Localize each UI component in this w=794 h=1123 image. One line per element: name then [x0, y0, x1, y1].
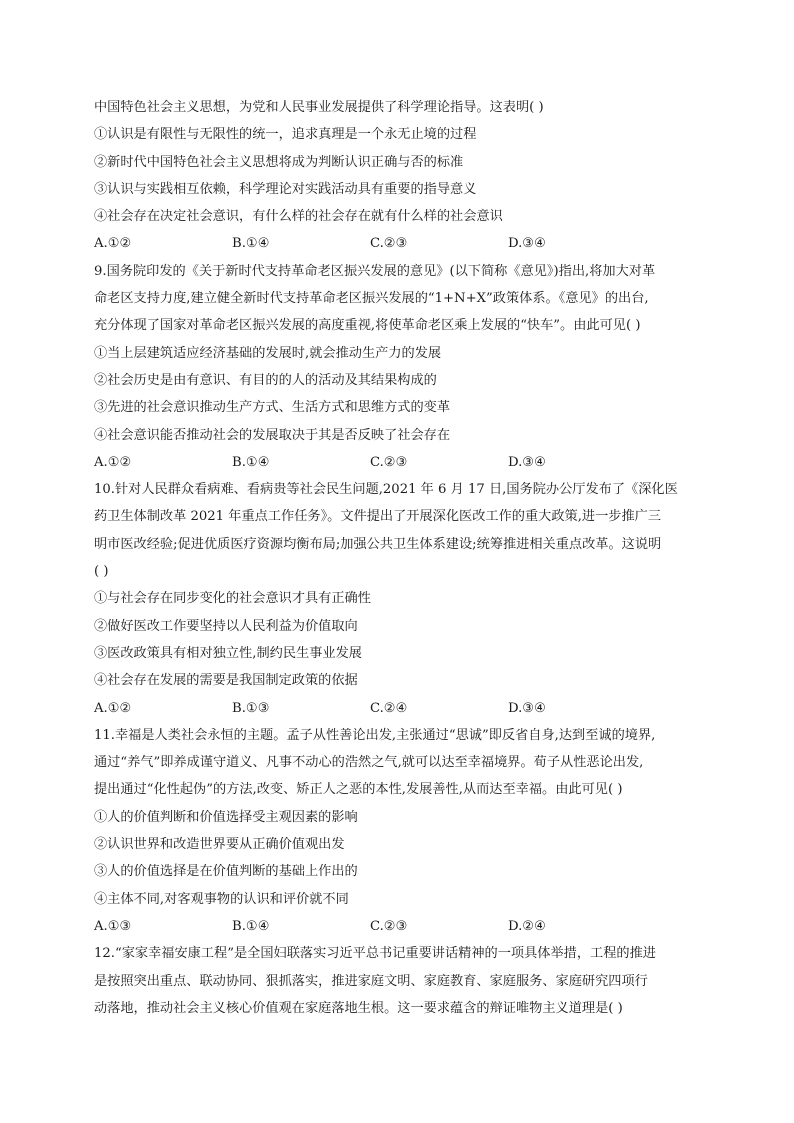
- question-stem-line: 通过“养气”即养成谨守道义、凡事不动心的浩然之气,就可以达至幸福境界。荀子从性恶论出发,: [94, 755, 644, 771]
- option-d: D.②④: [508, 918, 546, 934]
- answer-options: [94, 230, 794, 257]
- option-c: C.②③: [370, 236, 408, 252]
- question-stem-line: 9.国务院印发的《关于新时代支持革命老区振兴发展的意见》(以下简称《意见》)指出,将加大对革: [94, 263, 656, 279]
- question-stem-line: 提出通过“化性起伪”的方法,改变、矫正人之恶的本性,发展善性,从而达至幸福。由此可见( ): [94, 782, 623, 798]
- question-stem-line: 中国特色社会主义思想，为党和人民事业发展提供了科学理论指导。这表明( ): [94, 100, 544, 115]
- option-b: B.①④: [232, 918, 270, 934]
- question-stem-line: ( ): [94, 564, 109, 580]
- statement-2: ②新时代中国特色社会主义思想将成为判断认识正确与否的标准: [94, 154, 464, 170]
- statement-3: ③先进的社会意识推动生产方式、生活方式和思维方式的变革: [94, 400, 451, 416]
- question-stem-line: 药卫生体制改革 2021 年重点工作任务》。文件提出了开展深化医改工作的重大政策,进一步推广三: [94, 509, 662, 525]
- answer-options: [94, 449, 794, 476]
- question-stem-line: 充分体现了国家对革命老区振兴发展的高度重视,将使革命老区乘上发展的“快车”。由此可见( ): [94, 318, 641, 334]
- question-stem-line: 动落地，推动社会主义核心价值观在家庭落地生根。这一要求蕴含的辩证唯物主义道理是( ): [94, 1000, 623, 1016]
- question-9: [94, 258, 794, 476]
- statement-1: ①认识是有限性与无限性的统一，追求真理是一个永无止境的过程: [94, 127, 477, 143]
- option-b: B.①③: [232, 700, 270, 716]
- option-b: B.①④: [232, 454, 270, 470]
- statement-3: ③认识与实践相互依赖，科学理论对实践活动具有重要的指导意义: [94, 181, 477, 197]
- statement-4: ④主体不同,对客观事物的认识和评价就不同: [94, 891, 349, 907]
- question-10: [94, 476, 794, 722]
- statement-2: ②做好医改工作要坚持以人民利益为价值取向: [94, 618, 358, 634]
- statement-3: ③人的价值选择是在价值判断的基础上作出的: [94, 864, 358, 880]
- statement-4: ④社会存在决定社会意识，有什么样的社会存在就有什么样的社会意识: [94, 209, 503, 225]
- question-8: [94, 94, 794, 258]
- option-d: D.③④: [508, 236, 546, 252]
- option-a: A.①②: [94, 454, 132, 470]
- option-c: C.②④: [370, 700, 408, 716]
- statement-4: ④社会存在发展的需要是我国制定政策的依据: [94, 673, 358, 689]
- answer-options: [94, 913, 794, 940]
- option-a: A.①②: [94, 236, 132, 252]
- option-a: A.①②: [94, 700, 132, 716]
- statement-2: ②认识世界和改造世界要从正确价值观出发: [94, 837, 345, 853]
- option-d: D.③④: [508, 700, 546, 716]
- statement-3: ③医改政策具有相对独立性,制约民生事业发展: [94, 645, 362, 661]
- statement-2: ②社会历史是由有意识、有目的的人的活动及其结果构成的: [94, 372, 437, 388]
- option-d: D.③④: [508, 454, 546, 470]
- question-stem-line: 是按照突出重点、联动协同、狠抓落实，推进家庭文明、家庭教育、家庭服务、家庭研究四项行: [94, 973, 648, 989]
- question-11: [94, 722, 794, 940]
- statement-1: ①人的价值判断和价值选择受主观因素的影响: [94, 809, 358, 825]
- question-12: [94, 940, 794, 1022]
- answer-options: [94, 695, 794, 722]
- option-c: C.②③: [370, 454, 408, 470]
- option-c: C.②③: [370, 918, 408, 934]
- question-stem-line: 10.针对人民群众看病难、看病贵等社会民生问题,2021 年 6 月 17 日,国务院办公厅发布了《深化医: [94, 482, 678, 498]
- question-stem-line: 11.幸福是人类社会永恒的主题。孟子从性善论出发,主张通过“思诚”即反省自身,达到至诚的境界,: [94, 727, 656, 743]
- statement-4: ④社会意识能否推动社会的发展取决于其是否反映了社会存在: [94, 427, 451, 443]
- option-a: A.①③: [94, 918, 132, 934]
- statement-1: ①当上层建筑适应经济基础的发展时,就会推动生产力的发展: [94, 345, 442, 361]
- question-stem-line: 12.“家家幸福安康工程”是全国妇联落实习近平总书记重要讲话精神的一项具体举措，工程的推进: [94, 946, 656, 962]
- option-b: B.①④: [232, 236, 270, 252]
- question-stem-line: 命老区支持力度,建立健全新时代支持革命老区振兴发展的“1+N+X”政策体系。《意见》的出台,: [94, 291, 649, 307]
- statement-1: ①与社会存在同步变化的社会意识才具有正确性: [94, 591, 371, 607]
- question-stem-line: 明市医改经验;促进优质医疗资源均衡布局;加强公共卫生体系建设;统筹推进相关重点改革。这说明: [94, 536, 662, 552]
